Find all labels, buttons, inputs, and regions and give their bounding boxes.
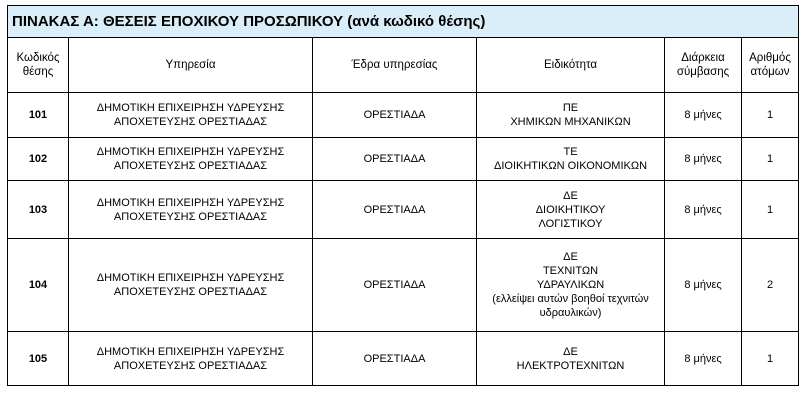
specialty-line: ΔΙΟΙΚΗΤΙΚΟΥ [535, 203, 606, 216]
positions-table [7, 5, 799, 386]
service-line: ΔΗΜΟΤΙΚΗ ΕΠΙΧΕΙΡΗΣΗ ΥΔΡΕΥΣΗΣ [96, 146, 285, 158]
header-count-line-2: ατόμων [750, 66, 790, 78]
table-row [8, 239, 799, 332]
row-count: 1 [742, 332, 799, 386]
service-line: ΑΠΟΧΕΤΕΥΣΗΣ ΟΡΕΣΤΙΑΔΑΣ [113, 116, 268, 128]
header-count [742, 38, 799, 93]
row-code: 101 [8, 93, 69, 138]
row-seat: ΟΡΕΣΤΙΑΔΑ [313, 138, 477, 181]
row-code: 105 [8, 332, 69, 386]
specialty-line: ΔΕ [563, 251, 578, 263]
header-code-line-1: Κωδικός [16, 52, 60, 64]
row-seat: ΟΡΕΣΤΙΑΔΑ [313, 181, 477, 239]
header-duration [665, 38, 742, 93]
row-count: 2 [742, 239, 799, 332]
row-service [69, 138, 313, 181]
specialty-line: υδραυλικών) [539, 307, 602, 319]
header-specialty: Ειδικότητα [477, 38, 665, 93]
row-duration: 8 μήνες [665, 181, 742, 239]
header-code [8, 38, 69, 93]
row-specialty [477, 239, 665, 332]
specialty-line: (ελλείψει αυτών βοηθοί τεχνιτών [492, 293, 649, 305]
service-line: ΔΗΜΟΤΙΚΗ ΕΠΙΧΕΙΡΗΣΗ ΥΔΡΕΥΣΗΣ [96, 102, 285, 114]
row-specialty [477, 332, 665, 386]
row-seat: ΟΡΕΣΤΙΑΔΑ [313, 93, 477, 138]
table-row [8, 181, 799, 239]
row-specialty [477, 138, 665, 181]
specialty-line: ΤΕ [563, 146, 578, 158]
specialty-line: ΔΕ [563, 189, 578, 202]
row-code: 103 [8, 181, 69, 239]
specialty-line: ΗΛΕΚΤΡΟΤΕΧΝΙΤΩΝ [516, 359, 625, 372]
table-title: ΠΙΝΑΚΑΣ Α: ΘΕΣΕΙΣ ΕΠΟΧΙΚΟΥ ΠΡΟΣΩΠΙΚΟΥ (ανά κωδικό θέσης) [8, 6, 799, 38]
service-line: ΑΠΟΧΕΤΕΥΣΗΣ ΟΡΕΣΤΙΑΔΑΣ [113, 160, 268, 172]
row-service [69, 239, 313, 332]
header-seat: Έδρα υπηρεσίας [313, 38, 477, 93]
service-line: ΔΗΜΟΤΙΚΗ ΕΠΙΧΕΙΡΗΣΗ ΥΔΡΕΥΣΗΣ [96, 196, 285, 209]
row-duration: 8 μήνες [665, 239, 742, 332]
row-service [69, 332, 313, 386]
specialty-line: ΤΕΧΝΙΤΩΝ [542, 265, 599, 277]
header-code-line-2: θέσης [22, 66, 54, 78]
row-specialty [477, 181, 665, 239]
row-duration: 8 μήνες [665, 138, 742, 181]
table-row [8, 332, 799, 386]
row-code: 104 [8, 239, 69, 332]
header-duration-line-1: Διάρκεια [681, 52, 725, 64]
service-line: ΑΠΟΧΕΤΕΥΣΗΣ ΟΡΕΣΤΙΑΔΑΣ [113, 210, 268, 223]
specialty-line: ΔΙΟΙΚΗΤΙΚΩΝ ΟΙΚΟΝΟΜΙΚΩΝ [493, 160, 648, 172]
specialty-line: ΛΟΓΙΣΤΙΚΟΥ [538, 217, 603, 230]
row-seat: ΟΡΕΣΤΙΑΔΑ [313, 239, 477, 332]
positions-table-container [7, 5, 798, 386]
specialty-line: ΧΗΜΙΚΩΝ ΜΗΧΑΝΙΚΩΝ [510, 116, 631, 128]
header-count-line-1: Αριθμός [749, 52, 791, 64]
row-count: 1 [742, 138, 799, 181]
row-count: 1 [742, 93, 799, 138]
specialty-line: ΥΔΡΑΥΛΙΚΩΝ [536, 279, 605, 291]
row-service [69, 93, 313, 138]
table-row [8, 138, 799, 181]
service-line: ΑΠΟΧΕΤΕΥΣΗΣ ΟΡΕΣΤΙΑΔΑΣ [113, 359, 268, 372]
service-line: ΑΠΟΧΕΤΕΥΣΗΣ ΟΡΕΣΤΙΑΔΑΣ [113, 286, 268, 298]
service-line: ΔΗΜΟΤΙΚΗ ΕΠΙΧΕΙΡΗΣΗ ΥΔΡΕΥΣΗΣ [96, 272, 285, 284]
row-duration: 8 μήνες [665, 93, 742, 138]
service-line: ΔΗΜΟΤΙΚΗ ΕΠΙΧΕΙΡΗΣΗ ΥΔΡΕΥΣΗΣ [96, 345, 285, 358]
row-count: 1 [742, 181, 799, 239]
header-row [8, 38, 799, 93]
row-specialty [477, 93, 665, 138]
row-code: 102 [8, 138, 69, 181]
header-service: Υπηρεσία [69, 38, 313, 93]
table-row [8, 93, 799, 138]
specialty-line: ΔΕ [563, 345, 578, 358]
specialty-line: ΠΕ [562, 102, 579, 114]
header-duration-line-2: σύμβασης [676, 66, 730, 78]
row-service [69, 181, 313, 239]
row-seat: ΟΡΕΣΤΙΑΔΑ [313, 332, 477, 386]
row-duration: 8 μήνες [665, 332, 742, 386]
